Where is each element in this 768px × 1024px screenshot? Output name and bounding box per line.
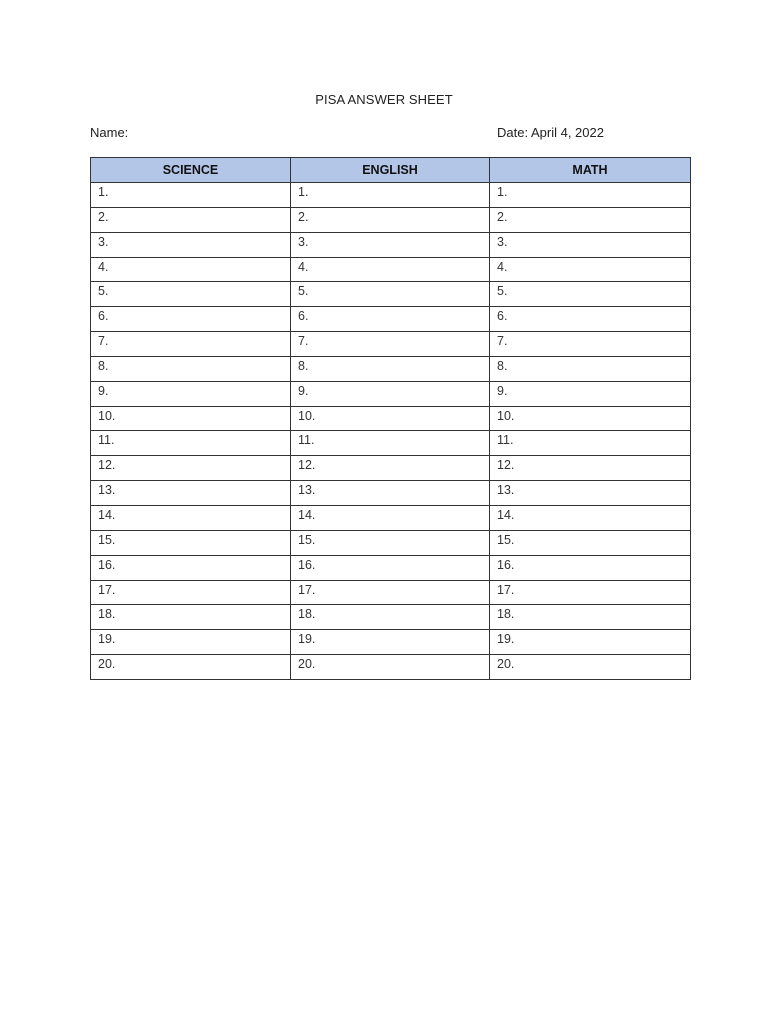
answer-cell-english: 17. [291, 580, 490, 605]
answer-cell-science: 4. [91, 257, 291, 282]
answer-cell-english: 5. [291, 282, 490, 307]
answer-cell-science: 13. [91, 481, 291, 506]
table-row [91, 183, 691, 208]
answer-cell-math: 5. [490, 282, 691, 307]
answer-cell-science: 14. [91, 505, 291, 530]
answer-cell-science: 8. [91, 356, 291, 381]
answer-cell-science: 2. [91, 207, 291, 232]
name-label: Name: [90, 125, 129, 140]
table-row [91, 356, 691, 381]
answer-cell-science: 5. [91, 282, 291, 307]
answer-cell-math: 19. [490, 630, 691, 655]
answer-cell-english: 15. [291, 530, 490, 555]
answer-cell-math: 1. [490, 183, 691, 208]
answer-cell-english: 4. [291, 257, 490, 282]
header-math: MATH [490, 158, 691, 183]
table-row [91, 655, 691, 680]
table-row [91, 530, 691, 555]
answer-cell-science: 6. [91, 307, 291, 332]
answer-cell-science: 10. [91, 406, 291, 431]
answer-cell-math: 7. [490, 332, 691, 357]
answer-cell-math: 4. [490, 257, 691, 282]
answer-cell-math: 3. [490, 232, 691, 257]
answer-cell-math: 15. [490, 530, 691, 555]
answer-cell-english: 16. [291, 555, 490, 580]
table-row [91, 282, 691, 307]
table-row [91, 605, 691, 630]
answer-cell-math: 13. [490, 481, 691, 506]
table-row [91, 406, 691, 431]
answer-cell-science: 16. [91, 555, 291, 580]
table-row [91, 232, 691, 257]
answer-cell-science: 12. [91, 456, 291, 481]
answer-cell-english: 10. [291, 406, 490, 431]
table-row [91, 555, 691, 580]
answer-cell-science: 1. [91, 183, 291, 208]
answer-cell-english: 20. [291, 655, 490, 680]
answer-cell-english: 14. [291, 505, 490, 530]
answer-cell-science: 3. [91, 232, 291, 257]
table-row [91, 431, 691, 456]
table-row [91, 332, 691, 357]
answer-cell-math: 2. [490, 207, 691, 232]
answer-table-body [91, 183, 691, 680]
table-row [91, 456, 691, 481]
answer-cell-english: 2. [291, 207, 490, 232]
answer-cell-science: 9. [91, 381, 291, 406]
date-label: Date: April 4, 2022 [497, 125, 604, 140]
answer-table [90, 157, 691, 680]
table-row [91, 257, 691, 282]
answer-cell-math: 17. [490, 580, 691, 605]
answer-cell-science: 18. [91, 605, 291, 630]
answer-cell-math: 14. [490, 505, 691, 530]
answer-cell-english: 7. [291, 332, 490, 357]
table-row [91, 207, 691, 232]
answer-cell-english: 13. [291, 481, 490, 506]
answer-cell-math: 9. [490, 381, 691, 406]
table-row [91, 481, 691, 506]
answer-cell-math: 11. [490, 431, 691, 456]
table-row [91, 505, 691, 530]
header-science: SCIENCE [91, 158, 291, 183]
table-row [91, 381, 691, 406]
answer-cell-science: 11. [91, 431, 291, 456]
answer-cell-math: 6. [490, 307, 691, 332]
answer-cell-science: 17. [91, 580, 291, 605]
answer-cell-english: 19. [291, 630, 490, 655]
table-row [91, 307, 691, 332]
answer-cell-english: 11. [291, 431, 490, 456]
answer-cell-english: 18. [291, 605, 490, 630]
answer-cell-math: 12. [490, 456, 691, 481]
answer-cell-math: 8. [490, 356, 691, 381]
table-row [91, 630, 691, 655]
answer-cell-english: 12. [291, 456, 490, 481]
answer-cell-math: 16. [490, 555, 691, 580]
answer-cell-english: 6. [291, 307, 490, 332]
answer-cell-english: 8. [291, 356, 490, 381]
answer-cell-science: 7. [91, 332, 291, 357]
answer-cell-science: 19. [91, 630, 291, 655]
answer-cell-math: 20. [490, 655, 691, 680]
answer-cell-english: 3. [291, 232, 490, 257]
answer-cell-english: 1. [291, 183, 490, 208]
answer-cell-math: 18. [490, 605, 691, 630]
header-english: ENGLISH [291, 158, 490, 183]
table-row [91, 580, 691, 605]
answer-cell-science: 20. [91, 655, 291, 680]
answer-cell-english: 9. [291, 381, 490, 406]
table-header-row [91, 158, 691, 183]
page-title: PISA ANSWER SHEET [315, 92, 453, 107]
answer-cell-math: 10. [490, 406, 691, 431]
answer-cell-science: 15. [91, 530, 291, 555]
